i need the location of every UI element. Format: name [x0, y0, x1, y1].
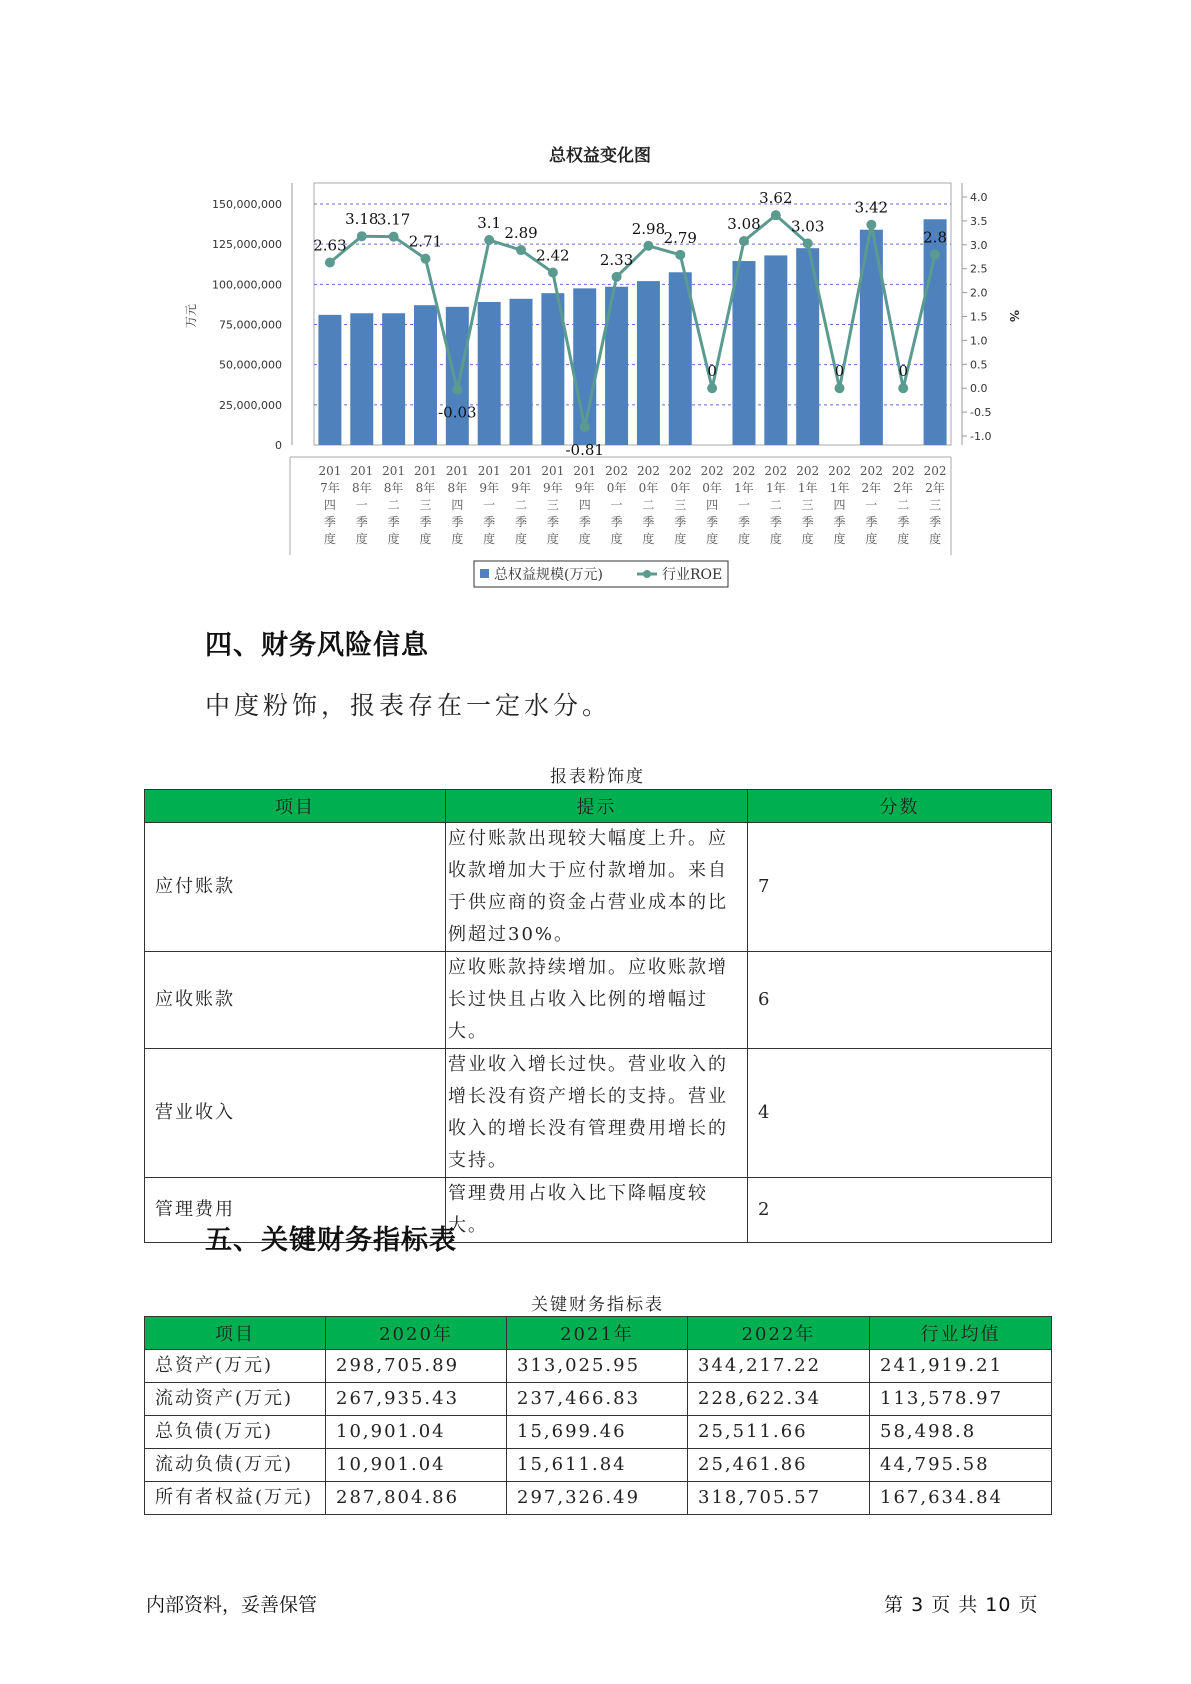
kpi-value: 237,466.83 [507, 1383, 688, 1416]
kpi-table [144, 1316, 1052, 1515]
table-row [145, 823, 1052, 952]
x-tick-label: 一 [610, 498, 623, 512]
roe-data-label: -0.03 [438, 403, 477, 422]
x-tick-label: 季 [546, 515, 559, 529]
footer-page-info [884, 1590, 1039, 1617]
x-tick-label: 1年 [829, 481, 850, 495]
y2-tick-label: 1.0 [970, 334, 988, 348]
kpi-item: 总资产(万元) [145, 1350, 326, 1383]
x-tick-label: 202 [636, 464, 660, 478]
risk-summary: 中度粉饰，报表存在一定水分。 [205, 691, 612, 720]
header-industry-avg: 行业均值 [870, 1317, 1052, 1350]
x-tick-label: 季 [642, 515, 655, 529]
header-2020: 2020年 [326, 1317, 507, 1350]
header-2022: 2022年 [688, 1317, 870, 1350]
y-tick-label: 0 [275, 439, 282, 452]
kpi-value: 10,901.04 [326, 1416, 507, 1449]
footer-confidential: 内部资料，妥善保管 [146, 1594, 318, 1616]
table-row [145, 1416, 1052, 1449]
bar [382, 313, 405, 445]
x-tick-label: 季 [737, 515, 750, 529]
roe-point [835, 383, 845, 393]
kpi-value: 287,804.86 [326, 1482, 507, 1515]
header-hint: 提示 [446, 790, 748, 823]
y-axis-label: 万元 [184, 303, 198, 329]
legend-line-marker [643, 570, 651, 578]
page-total: 10 [985, 1594, 1012, 1616]
x-tick-label: 一 [737, 498, 750, 512]
kpi-value: 313,025.95 [507, 1350, 688, 1383]
roe-point [484, 235, 494, 245]
kpi-item: 流动资产(万元) [145, 1383, 326, 1416]
x-tick-label: 0年 [638, 481, 659, 495]
x-tick-label: 四 [833, 498, 846, 512]
y2-tick-label: 1.5 [970, 310, 988, 324]
x-tick-label: 202 [891, 464, 915, 478]
x-tick-label: 季 [706, 515, 719, 529]
kpi-value: 15,611.84 [507, 1449, 688, 1482]
header-2021: 2021年 [507, 1317, 688, 1350]
y-tick-label: 125,000,000 [212, 238, 282, 252]
x-tick-label: 度 [706, 532, 719, 546]
x-tick-label: 一 [355, 498, 368, 512]
roe-data-label: 2.63 [313, 236, 347, 255]
x-tick-label: 四 [451, 498, 464, 512]
roe-data-label: 2.98 [631, 219, 666, 238]
x-tick-label: 季 [451, 515, 464, 529]
kpi-item: 流动负债(万元) [145, 1449, 326, 1482]
roe-point [803, 238, 813, 248]
legend-bar-label: 总权益规模(万元) [494, 567, 603, 583]
table-row [145, 1482, 1052, 1515]
roe-data-label: 3.17 [376, 210, 411, 229]
x-tick-label: 201 [318, 464, 342, 478]
x-tick-label: 0年 [670, 481, 691, 495]
risk-hint: 应付账款出现较大幅度上升。应收款增加大于应付款增加。来自于供应商的资金占营业成本的比例超过30%。 [446, 823, 748, 952]
kpi-value: 15,699.46 [507, 1416, 688, 1449]
header-item: 项目 [145, 1317, 326, 1350]
table-row [145, 1383, 1052, 1416]
x-tick-label: 8年 [351, 481, 372, 495]
x-tick-label: 201 [414, 464, 437, 478]
kpi-value: 318,705.57 [688, 1482, 870, 1515]
risk-item: 营业收入 [145, 1049, 446, 1178]
x-tick-label: 四 [706, 498, 719, 512]
roe-point [325, 257, 335, 267]
roe-point [866, 220, 876, 230]
risk-item: 应付账款 [145, 823, 446, 952]
y2-tick-label: 3.5 [970, 214, 988, 228]
x-tick-label: 201 [541, 464, 565, 478]
y-tick-label: 100,000,000 [212, 278, 282, 292]
risk-item: 应收账款 [145, 952, 446, 1049]
bar [510, 299, 533, 445]
kpi-value: 267,935.43 [326, 1383, 507, 1416]
section4-heading: 四、财务风险信息 [205, 630, 429, 661]
x-tick-label: 8年 [447, 481, 468, 495]
x-tick-label: 度 [801, 532, 814, 546]
roe-point [898, 383, 908, 393]
x-tick-label: 度 [674, 532, 687, 546]
x-tick-label: 度 [897, 532, 910, 546]
x-tick-label: 1年 [734, 481, 754, 495]
x-tick-label: 9年 [543, 481, 563, 495]
x-tick-label: 三 [419, 498, 432, 512]
kpi-value: 297,326.49 [507, 1482, 688, 1515]
roe-data-label: 2.8 [923, 228, 948, 247]
kpi-item: 所有者权益(万元) [145, 1482, 326, 1515]
chart-canvas [0, 0, 1191, 600]
x-tick-label: 季 [419, 515, 432, 529]
x-tick-label: 三 [801, 498, 814, 512]
kpi-value: 167,634.84 [870, 1482, 1052, 1515]
kpi-value: 113,578.97 [870, 1383, 1052, 1416]
roe-data-label: 3.08 [727, 214, 761, 233]
y-tick-label: 150,000,000 [212, 198, 282, 211]
x-tick-label: 1年 [797, 481, 818, 495]
x-tick-label: 度 [769, 532, 782, 546]
y2-tick-label: 3.0 [970, 238, 988, 252]
x-tick-label: 二 [769, 498, 782, 512]
header-item: 项目 [145, 790, 446, 823]
kpi-value: 25,511.66 [688, 1416, 870, 1449]
x-tick-label: 三 [546, 498, 559, 512]
bar [732, 261, 755, 445]
x-tick-label: 度 [642, 532, 655, 546]
roe-data-label: 2.79 [663, 228, 697, 247]
x-tick-label: 202 [605, 464, 629, 478]
roe-point [675, 250, 685, 260]
risk-table [144, 789, 1052, 1243]
x-tick-label: 2年 [893, 481, 914, 495]
x-tick-label: 201 [382, 464, 406, 478]
x-tick-label: 9年 [574, 481, 595, 495]
x-tick-label: 度 [546, 532, 559, 546]
bar [318, 315, 341, 445]
kpi-value: 241,919.21 [870, 1350, 1052, 1383]
x-tick-label: 季 [355, 515, 368, 529]
y2-tick-label: -1.0 [970, 430, 992, 443]
x-tick-label: 8年 [383, 481, 404, 495]
roe-data-label: 0 [898, 362, 908, 381]
x-tick-label: 202 [859, 464, 883, 478]
x-tick-label: 度 [355, 532, 368, 546]
x-tick-label: 季 [929, 515, 942, 529]
bar [446, 307, 469, 445]
y2-tick-label: 0.5 [970, 358, 988, 372]
x-tick-label: 度 [323, 532, 336, 546]
x-tick-label: 季 [483, 515, 496, 529]
roe-data-label: 3.03 [790, 217, 825, 236]
y2-tick-label: 4.0 [970, 191, 988, 204]
bar [350, 313, 373, 445]
kpi-value: 344,217.22 [688, 1350, 870, 1383]
risk-table-caption: 报表粉饰度 [550, 767, 645, 787]
x-tick-label: 度 [578, 532, 591, 546]
roe-data-label: 0 [834, 362, 845, 381]
risk-hint: 管理费用占收入比下降幅度较大。 [446, 1178, 748, 1243]
kpi-value: 228,622.34 [688, 1383, 870, 1416]
roe-data-label: 2.42 [536, 246, 570, 265]
x-tick-label: 202 [764, 464, 788, 478]
x-tick-label: 度 [737, 532, 750, 546]
bar [669, 272, 692, 445]
x-tick-label: 201 [350, 464, 374, 478]
x-tick-label: 2年 [861, 481, 882, 495]
x-tick-label: 二 [515, 498, 528, 512]
y2-tick-label: 2.0 [970, 286, 988, 300]
roe-data-label: 2.33 [599, 250, 634, 269]
x-tick-label: 季 [897, 515, 910, 529]
roe-point [930, 249, 940, 259]
x-tick-label: 201 [509, 464, 533, 478]
legend-bar-swatch [480, 569, 489, 578]
x-tick-label: 二 [897, 498, 910, 512]
x-tick-label: 二 [642, 498, 655, 512]
risk-score: 7 [748, 823, 1052, 952]
roe-data-label: 3.18 [345, 210, 379, 229]
roe-data-label: 0 [707, 362, 717, 381]
x-tick-label: 0年 [702, 481, 722, 495]
x-tick-label: 三 [674, 498, 687, 512]
x-tick-label: 202 [700, 464, 724, 478]
x-tick-label: 0年 [606, 481, 627, 495]
risk-score: 4 [748, 1049, 1052, 1178]
x-tick-label: 202 [923, 464, 947, 478]
x-tick-label: 季 [323, 515, 336, 529]
x-tick-label: 季 [769, 515, 782, 529]
table-row [145, 952, 1052, 1049]
x-tick-label: 度 [929, 532, 942, 546]
y-tick-label: 75,000,000 [219, 318, 282, 332]
roe-point [771, 210, 781, 220]
roe-data-label: 3.42 [854, 198, 889, 217]
x-tick-label: 季 [674, 515, 687, 529]
chart-title: 总权益变化图 [549, 146, 651, 166]
x-tick-label: 202 [828, 464, 851, 478]
roe-point [707, 383, 717, 393]
roe-point [357, 231, 367, 241]
x-tick-label: 度 [451, 532, 464, 546]
x-tick-label: 9年 [511, 481, 531, 495]
x-tick-label: 度 [833, 532, 846, 546]
x-tick-label: 三 [929, 498, 942, 512]
roe-data-label: 3.1 [477, 214, 502, 233]
x-tick-label: 201 [573, 464, 597, 478]
x-tick-label: 一 [865, 498, 878, 512]
table-row [145, 1049, 1052, 1178]
kpi-value: 44,795.58 [870, 1449, 1052, 1482]
y2-tick-label: -0.5 [970, 406, 992, 420]
kpi-table-header [145, 1317, 1052, 1350]
x-tick-label: 季 [833, 515, 846, 529]
header-score: 分数 [748, 790, 1052, 823]
page-mid: 页 共 [931, 1594, 979, 1616]
risk-item: 管理费用 [145, 1178, 446, 1243]
x-tick-label: 四 [578, 498, 591, 512]
x-tick-label: 季 [578, 515, 591, 529]
roe-point [516, 245, 526, 255]
risk-hint: 应收账款持续增加。应收账款增长过快且占收入比例的增幅过大。 [446, 952, 748, 1049]
y-tick-label: 50,000,000 [219, 358, 282, 372]
table-row [145, 1350, 1052, 1383]
kpi-value: 25,461.86 [688, 1449, 870, 1482]
x-tick-label: 2年 [925, 481, 945, 495]
roe-point [580, 422, 590, 432]
x-tick-label: 二 [387, 498, 400, 512]
page-prefix: 第 [884, 1594, 905, 1616]
x-tick-label: 度 [610, 532, 623, 546]
kpi-value: 298,705.89 [326, 1350, 507, 1383]
roe-point [739, 236, 749, 246]
x-tick-label: 1年 [766, 481, 786, 495]
x-tick-label: 四 [323, 498, 336, 512]
equity-chart [0, 0, 1191, 600]
risk-hint: 营业收入增长过快。营业收入的增长没有资产增长的支持。营业收入的增长没有管理费用增长的支持。 [446, 1049, 748, 1178]
roe-data-label: 3.62 [759, 189, 793, 208]
x-tick-label: 9年 [479, 481, 499, 495]
page-number: 3 [911, 1594, 925, 1616]
x-tick-label: 季 [387, 515, 400, 529]
page-suffix: 页 [1018, 1594, 1039, 1616]
kpi-value: 10,901.04 [326, 1449, 507, 1482]
x-tick-label: 季 [515, 515, 528, 529]
risk-score: 6 [748, 952, 1052, 1049]
bar [414, 305, 437, 445]
x-tick-label: 度 [387, 532, 400, 546]
kpi-item: 总负债(万元) [145, 1416, 326, 1449]
risk-score: 2 [748, 1178, 1052, 1243]
y-tick-label: 25,000,000 [219, 398, 282, 412]
y2-tick-label: 0.0 [970, 382, 988, 396]
x-tick-label: 201 [477, 464, 501, 478]
x-tick-label: 201 [445, 464, 469, 478]
x-tick-label: 度 [515, 532, 528, 546]
y2-tick-label: 2.5 [970, 262, 988, 276]
x-tick-label: 度 [419, 532, 432, 546]
roe-point [452, 385, 462, 395]
x-tick-label: 季 [801, 515, 814, 529]
bar [764, 255, 787, 445]
x-tick-label: 度 [483, 532, 496, 546]
roe-point [612, 272, 622, 282]
roe-data-label: -0.81 [565, 440, 604, 459]
roe-point [420, 254, 430, 264]
bar [637, 281, 660, 445]
risk-table-header [145, 790, 1052, 823]
x-tick-label: 度 [865, 532, 878, 546]
roe-data-label: 2.89 [504, 224, 538, 243]
section5-heading: 五、关键财务指标表 [205, 1225, 457, 1256]
roe-data-label: 2.71 [408, 232, 443, 251]
x-tick-label: 7年 [320, 481, 340, 495]
roe-point [643, 241, 653, 251]
x-tick-label: 202 [732, 464, 756, 478]
y2-axis-label: % [1007, 309, 1021, 323]
x-tick-label: 一 [483, 498, 496, 512]
x-tick-label: 8年 [415, 481, 436, 495]
x-tick-label: 季 [610, 515, 623, 529]
kpi-table-caption: 关键财务指标表 [531, 1295, 664, 1315]
roe-point [389, 232, 399, 242]
bar [478, 302, 501, 445]
table-row [145, 1449, 1052, 1482]
x-tick-label: 202 [796, 464, 820, 478]
x-tick-label: 季 [865, 515, 878, 529]
x-tick-label: 202 [668, 464, 692, 478]
legend-line-label: 行业ROE [662, 567, 723, 583]
kpi-value: 58,498.8 [870, 1416, 1052, 1449]
roe-point [548, 268, 558, 278]
